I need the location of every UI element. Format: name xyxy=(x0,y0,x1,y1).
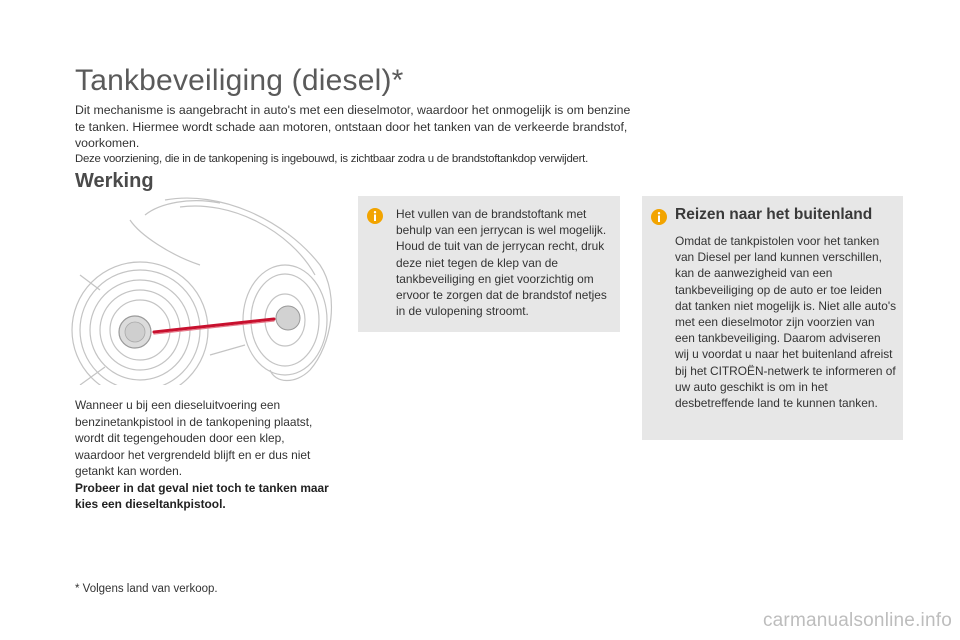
fuel-filler-illustration xyxy=(70,195,340,385)
page-title: Tankbeveiliging (diesel)* xyxy=(75,64,404,97)
info-box-text: Omdat de tankpistolen voor het tanken van Diesel per land kunnen verschillen, kan de aanwezigheid van een tankbeveiliging op de auto er toe leiden dat tanken niet mogelijk is. Niet alle auto's met een dieselmotor zijn voorzien van een tankbeveiliging. Daarom adviseren wij u voordat u naar het buitenland afreist bij het CITROËN-netwerk te informeren of uw auto geschikt is om in het desbetreffende land te kunnen tanken. xyxy=(675,234,897,411)
body-paragraph: Wanneer u bij een dieseluitvoering een benzinetankpistool in de tankopening plaatst, wordt dit tegengehouden door een klep, waardoor het vergrendeld blijft en er dus niet getankt kan worden. xyxy=(75,398,313,478)
body-text xyxy=(75,397,330,513)
watermark: carmanualsonline.info xyxy=(762,610,952,631)
info-box-heading: Reizen naar het buitenland xyxy=(675,206,873,223)
intro-note: Deze voorziening, die in de tankopening is ingebouwd, is zichtbaar zodra u de brandstoftankdop verwijdert. xyxy=(75,153,588,165)
footnote: * Volgens land van verkoop. xyxy=(75,583,218,595)
info-box-text: Het vullen van de brandstoftank met behulp van een jerrycan is wel mogelijk. Houd de tuit van de jerrycan recht, druk deze niet tegen de klep van de tankbeveiliging en giet voorzichtig om ervoor te zorgen dat de brandstof netjes in de vulopening stroomt. xyxy=(396,207,607,319)
body-warning: Probeer in dat geval niet toch te tanken maar kies een dieseltankpistool. xyxy=(75,480,329,511)
info-icon xyxy=(651,209,667,225)
info-box-travel-abroad xyxy=(642,196,903,440)
section-heading: Werking xyxy=(75,170,154,192)
info-box-jerrycan xyxy=(358,196,620,332)
intro-paragraph: Dit mechanisme is aangebracht in auto's met een dieselmotor, waardoor het onmogelijk is om benzine te tanken. Hiermee wordt schade aan motoren, ontstaan door het tanken van de verkeerde brandstof, voorkomen. xyxy=(75,103,631,150)
info-icon xyxy=(367,208,383,224)
